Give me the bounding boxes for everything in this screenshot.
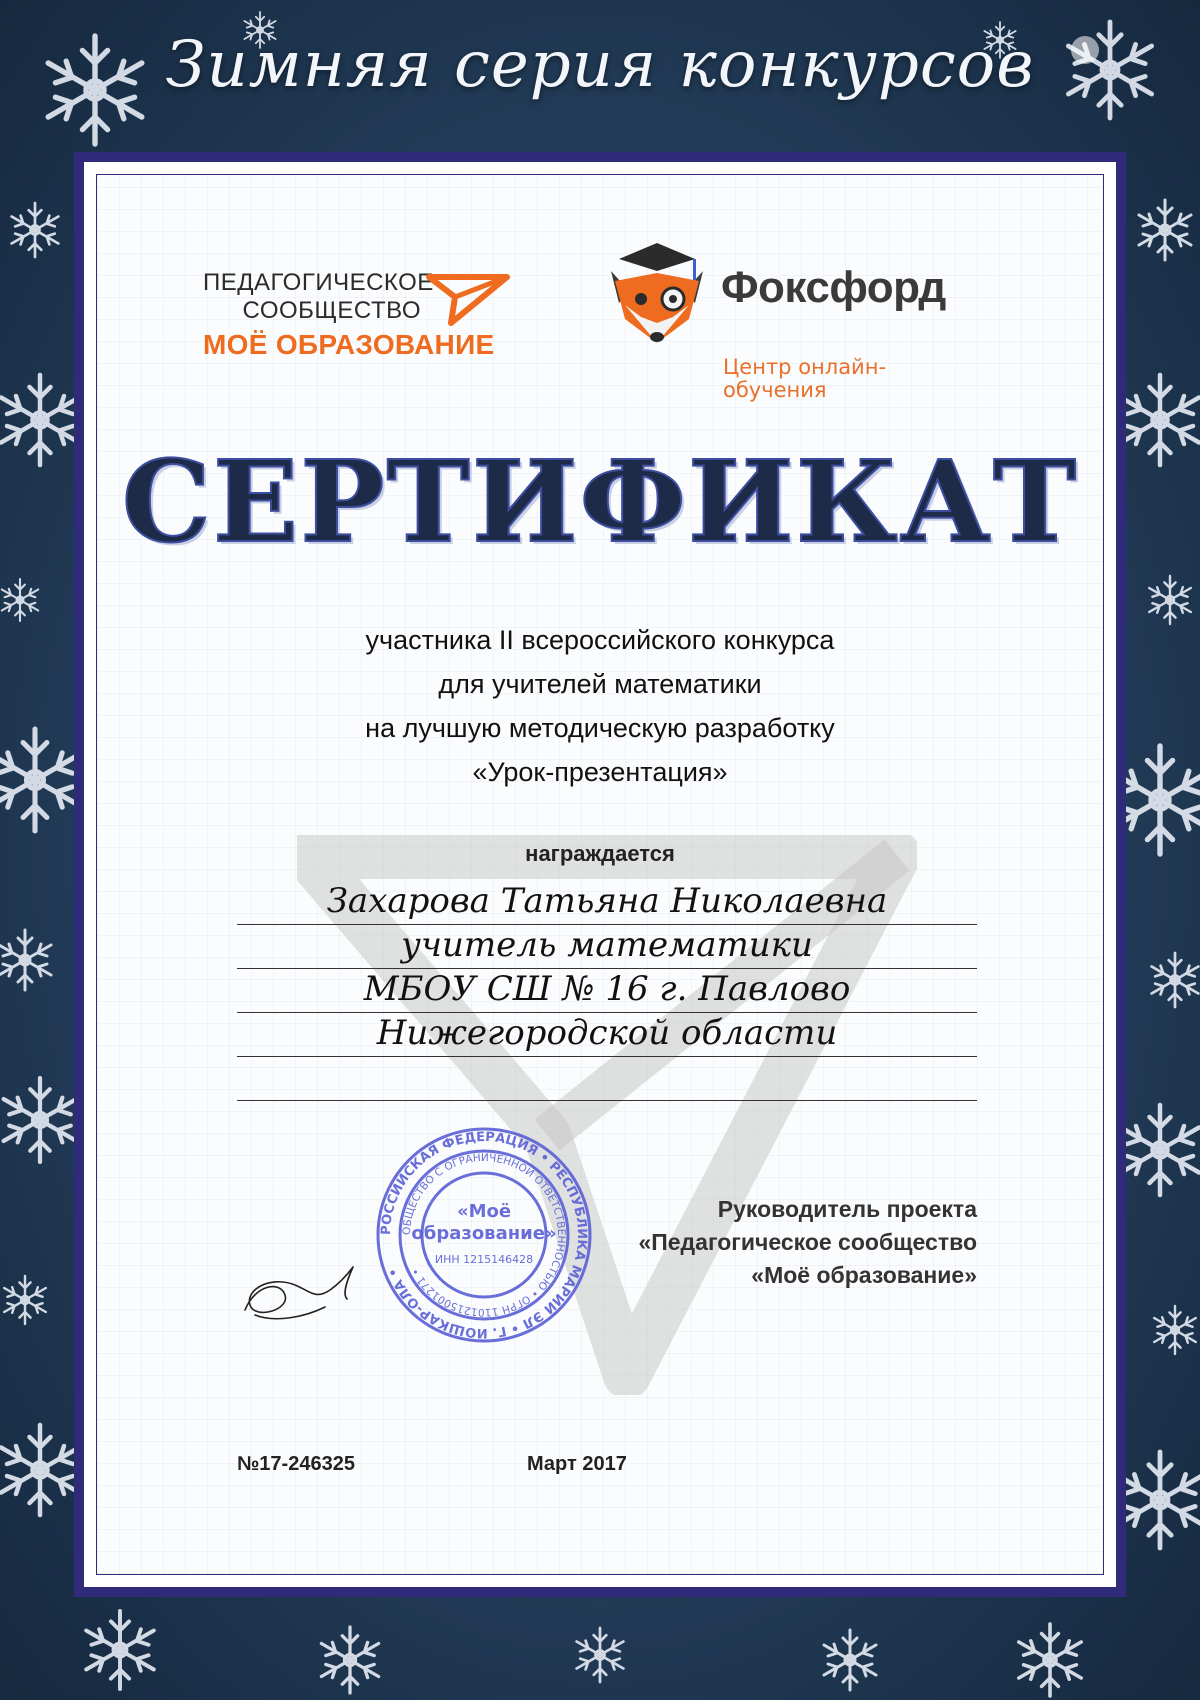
- paper-plane-icon: [425, 271, 511, 327]
- logo-foxford: [597, 233, 946, 402]
- stamp-center-line2: образование»: [411, 1223, 557, 1244]
- certificate-date: Март 2017: [527, 1453, 627, 1475]
- manager-signature-block: [638, 1193, 977, 1292]
- signature-scribble: [235, 1255, 385, 1335]
- description-line: «Урок-презентация»: [472, 757, 728, 787]
- stamp-outer-text: РОССИЙСКАЯ ФЕДЕРАЦИЯ • РЕСПУБЛИКА МАРИЙ ЭЛ • Г. ЙОШКАР-ОЛА •: [378, 1129, 590, 1341]
- logo-foxford-sub1: Центр онлайн-: [723, 355, 887, 379]
- recipient-line: Нижегородской области: [237, 1013, 977, 1057]
- fox-mascot-icon: [597, 233, 717, 353]
- recipient-block: [237, 881, 977, 1101]
- stamp-center-line1: «Моё: [456, 1201, 512, 1222]
- certificate-title: СЕРТИФИКАТ: [121, 437, 1079, 568]
- certificate-inner: [96, 174, 1104, 1575]
- description-line: на лучшую методическую разработку: [365, 713, 835, 743]
- banner-title: Зимняя серия конкурсов: [165, 28, 1035, 102]
- awarded-label: награждается: [525, 841, 675, 866]
- certificate-number: №17-246325: [237, 1453, 355, 1475]
- logo-left-line2: СООБЩЕСТВО: [242, 297, 421, 324]
- logo-foxford-name: Фоксфорд: [721, 263, 946, 312]
- certificate-description: [97, 618, 1103, 794]
- stamp-ring-text: ОБЩЕСТВО С ОГРАНИЧЕННОЙ ОТВЕТСТВЕННОСТЬЮ • ОГРН 1101215001271 •: [400, 1151, 568, 1319]
- recipient-line: [237, 1057, 977, 1101]
- description-line: для учителей математики: [438, 669, 762, 699]
- manager-line: «Моё образование»: [751, 1262, 977, 1288]
- recipient-line: Захарова Татьяна Николаевна: [237, 881, 977, 925]
- description-line: участника II всероссийского конкурса: [365, 625, 835, 655]
- recipient-line: учитель математики: [237, 925, 977, 969]
- logo-foxford-sub2: обучения: [723, 378, 827, 402]
- manager-line: «Педагогическое сообщество: [638, 1229, 977, 1255]
- logo-moe-obrazovanie: [203, 269, 494, 361]
- logo-left-line3: МОЁ ОБРАЗОВАНИЕ: [203, 329, 495, 360]
- certificate-sheet: [74, 152, 1126, 1597]
- stamp-inn: ИНН 1215146428: [434, 1253, 534, 1266]
- organization-stamp: [374, 1125, 594, 1345]
- logo-left-line1: ПЕДАГОГИЧЕСКОЕ: [203, 269, 434, 296]
- manager-line: Руководитель проекта: [717, 1196, 977, 1222]
- recipient-line: МБОУ СШ № 16 г. Павлово: [237, 969, 977, 1013]
